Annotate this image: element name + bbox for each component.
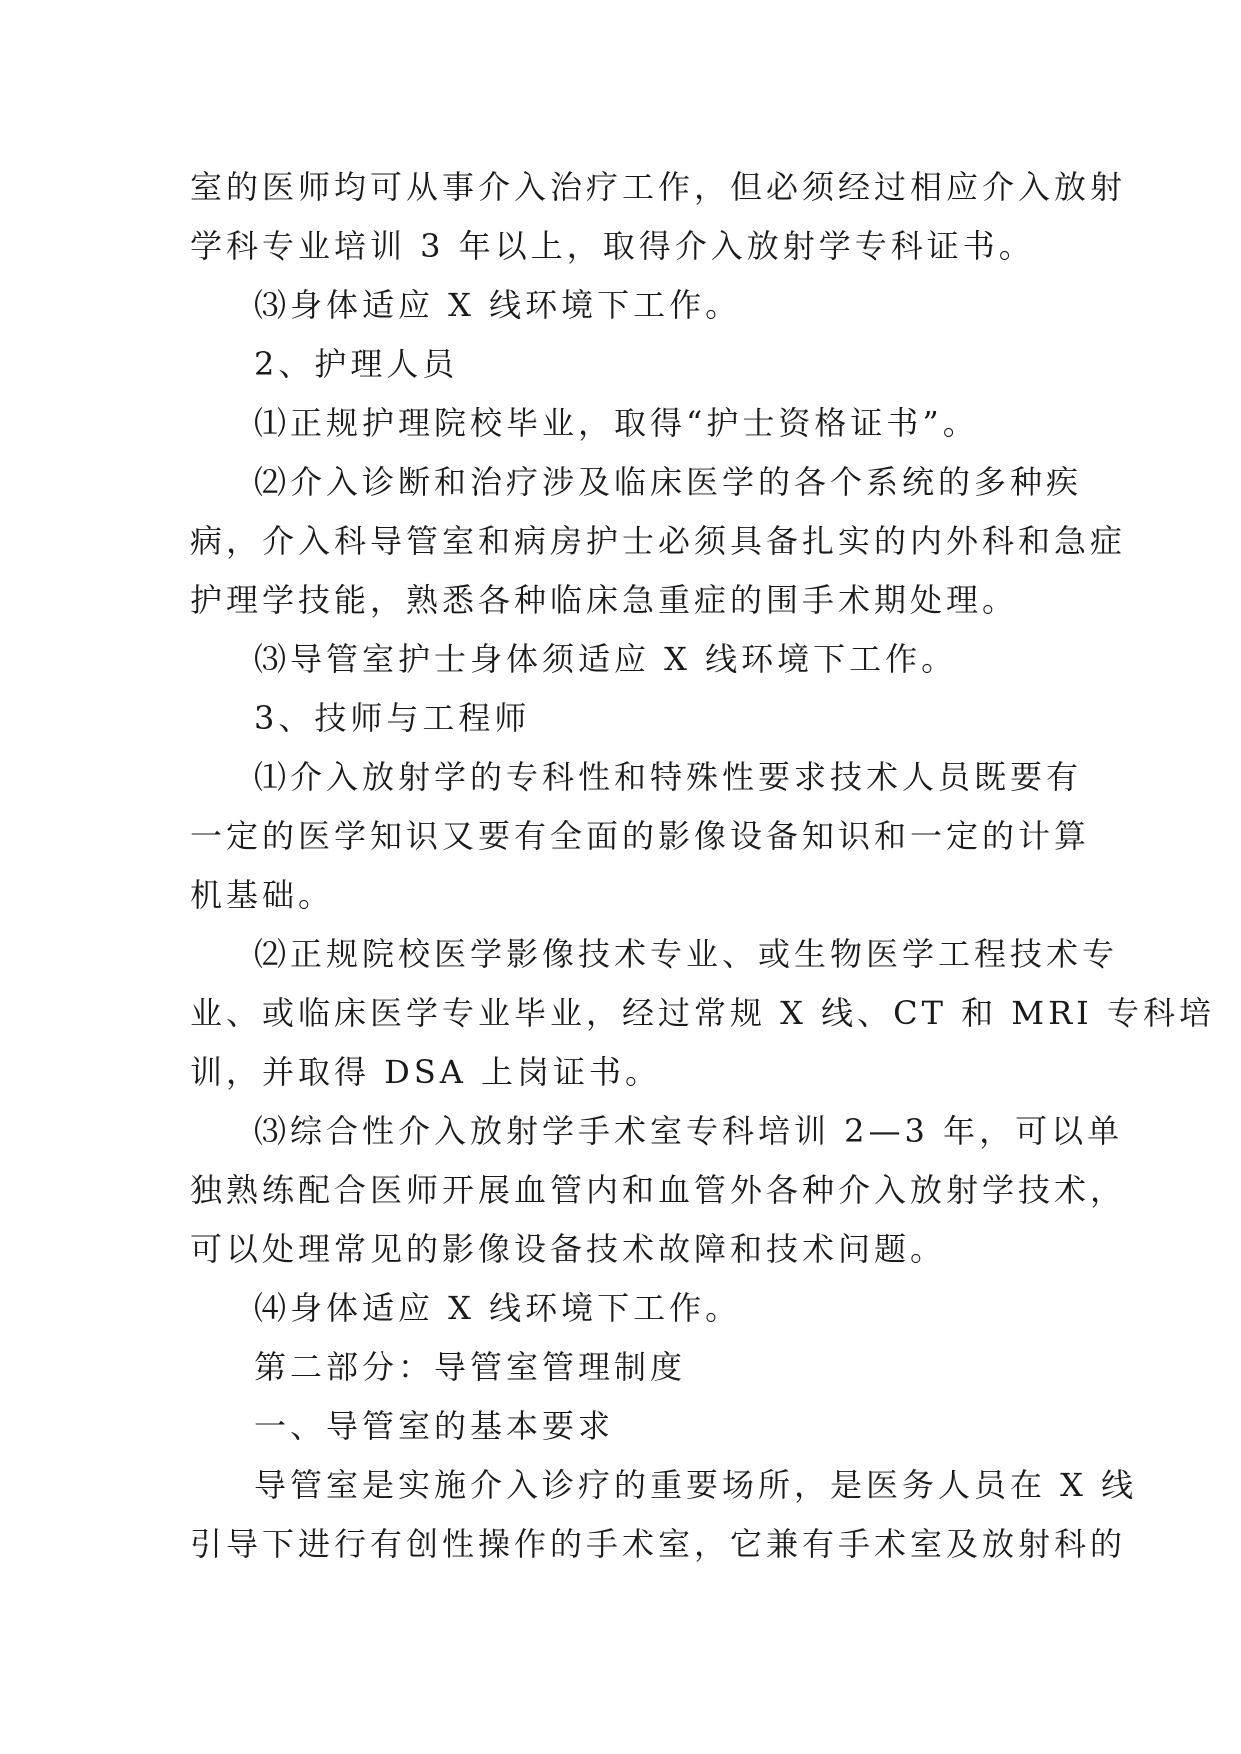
text-line: ⑶综合性介入放射学手术室专科培训 2—3 年，可以单 bbox=[254, 1112, 1124, 1150]
text-line: ⑴介入放射学的专科性和特殊性要求技术人员既要有 bbox=[254, 758, 1083, 796]
text-line: ⑵正规院校医学影像技术专业、或生物医学工程技术专 bbox=[254, 935, 1119, 973]
text-line: 导管室是实施介入诊疗的重要场所，是医务人员在 X 线 bbox=[254, 1466, 1138, 1504]
text-line: 机基础。 bbox=[190, 876, 335, 914]
section-heading: 3、技师与工程师 bbox=[254, 699, 531, 737]
text-line: ⑵介入诊断和治疗涉及临床医学的各个系统的多种疾 bbox=[254, 463, 1083, 501]
text-line: ⑶导管室护士身体须适应 X 线环境下工作。 bbox=[254, 640, 958, 678]
text-line: 独熟练配合医师开展血管内和血管外各种介入放射学技术， bbox=[190, 1171, 1127, 1209]
section-heading: 2、护理人员 bbox=[254, 345, 459, 383]
text-line: 学科专业培训 3 年以上，取得介入放射学专科证书。 bbox=[190, 227, 1035, 265]
text-line: 引导下进行有创性操作的手术室，它兼有手术室及放射科的 bbox=[190, 1525, 1127, 1563]
text-line: ⑴正规护理院校毕业，取得“护士资格证书”。 bbox=[254, 404, 979, 442]
text-line: 病，介入科导管室和病房护士必须具备扎实的内外科和急症 bbox=[190, 522, 1127, 560]
text-line: 室的医师均可从事介入治疗工作，但必须经过相应介入放射 bbox=[190, 168, 1127, 206]
text-line: 训，并取得 DSA 上岗证书。 bbox=[190, 1053, 662, 1091]
document-body bbox=[190, 158, 1215, 1574]
part-heading: 第二部分：导管室管理制度 bbox=[254, 1348, 687, 1386]
text-line: ⑷身体适应 X 线环境下工作。 bbox=[254, 1289, 742, 1327]
section-heading: 一、导管室的基本要求 bbox=[254, 1407, 615, 1445]
text-line: 一定的医学知识又要有全面的影像设备知识和一定的计算 bbox=[190, 817, 1091, 855]
text-line: ⑶身体适应 X 线环境下工作。 bbox=[254, 286, 742, 324]
text-line: 护理学技能，熟悉各种临床急重症的围手术期处理。 bbox=[190, 581, 1019, 619]
text-line: 可以处理常见的影像设备技术故障和技术问题。 bbox=[190, 1230, 947, 1268]
text-line: 业、或临床医学专业毕业，经过常规 X 线、CT 和 MRI 专科培 bbox=[190, 994, 1215, 1032]
